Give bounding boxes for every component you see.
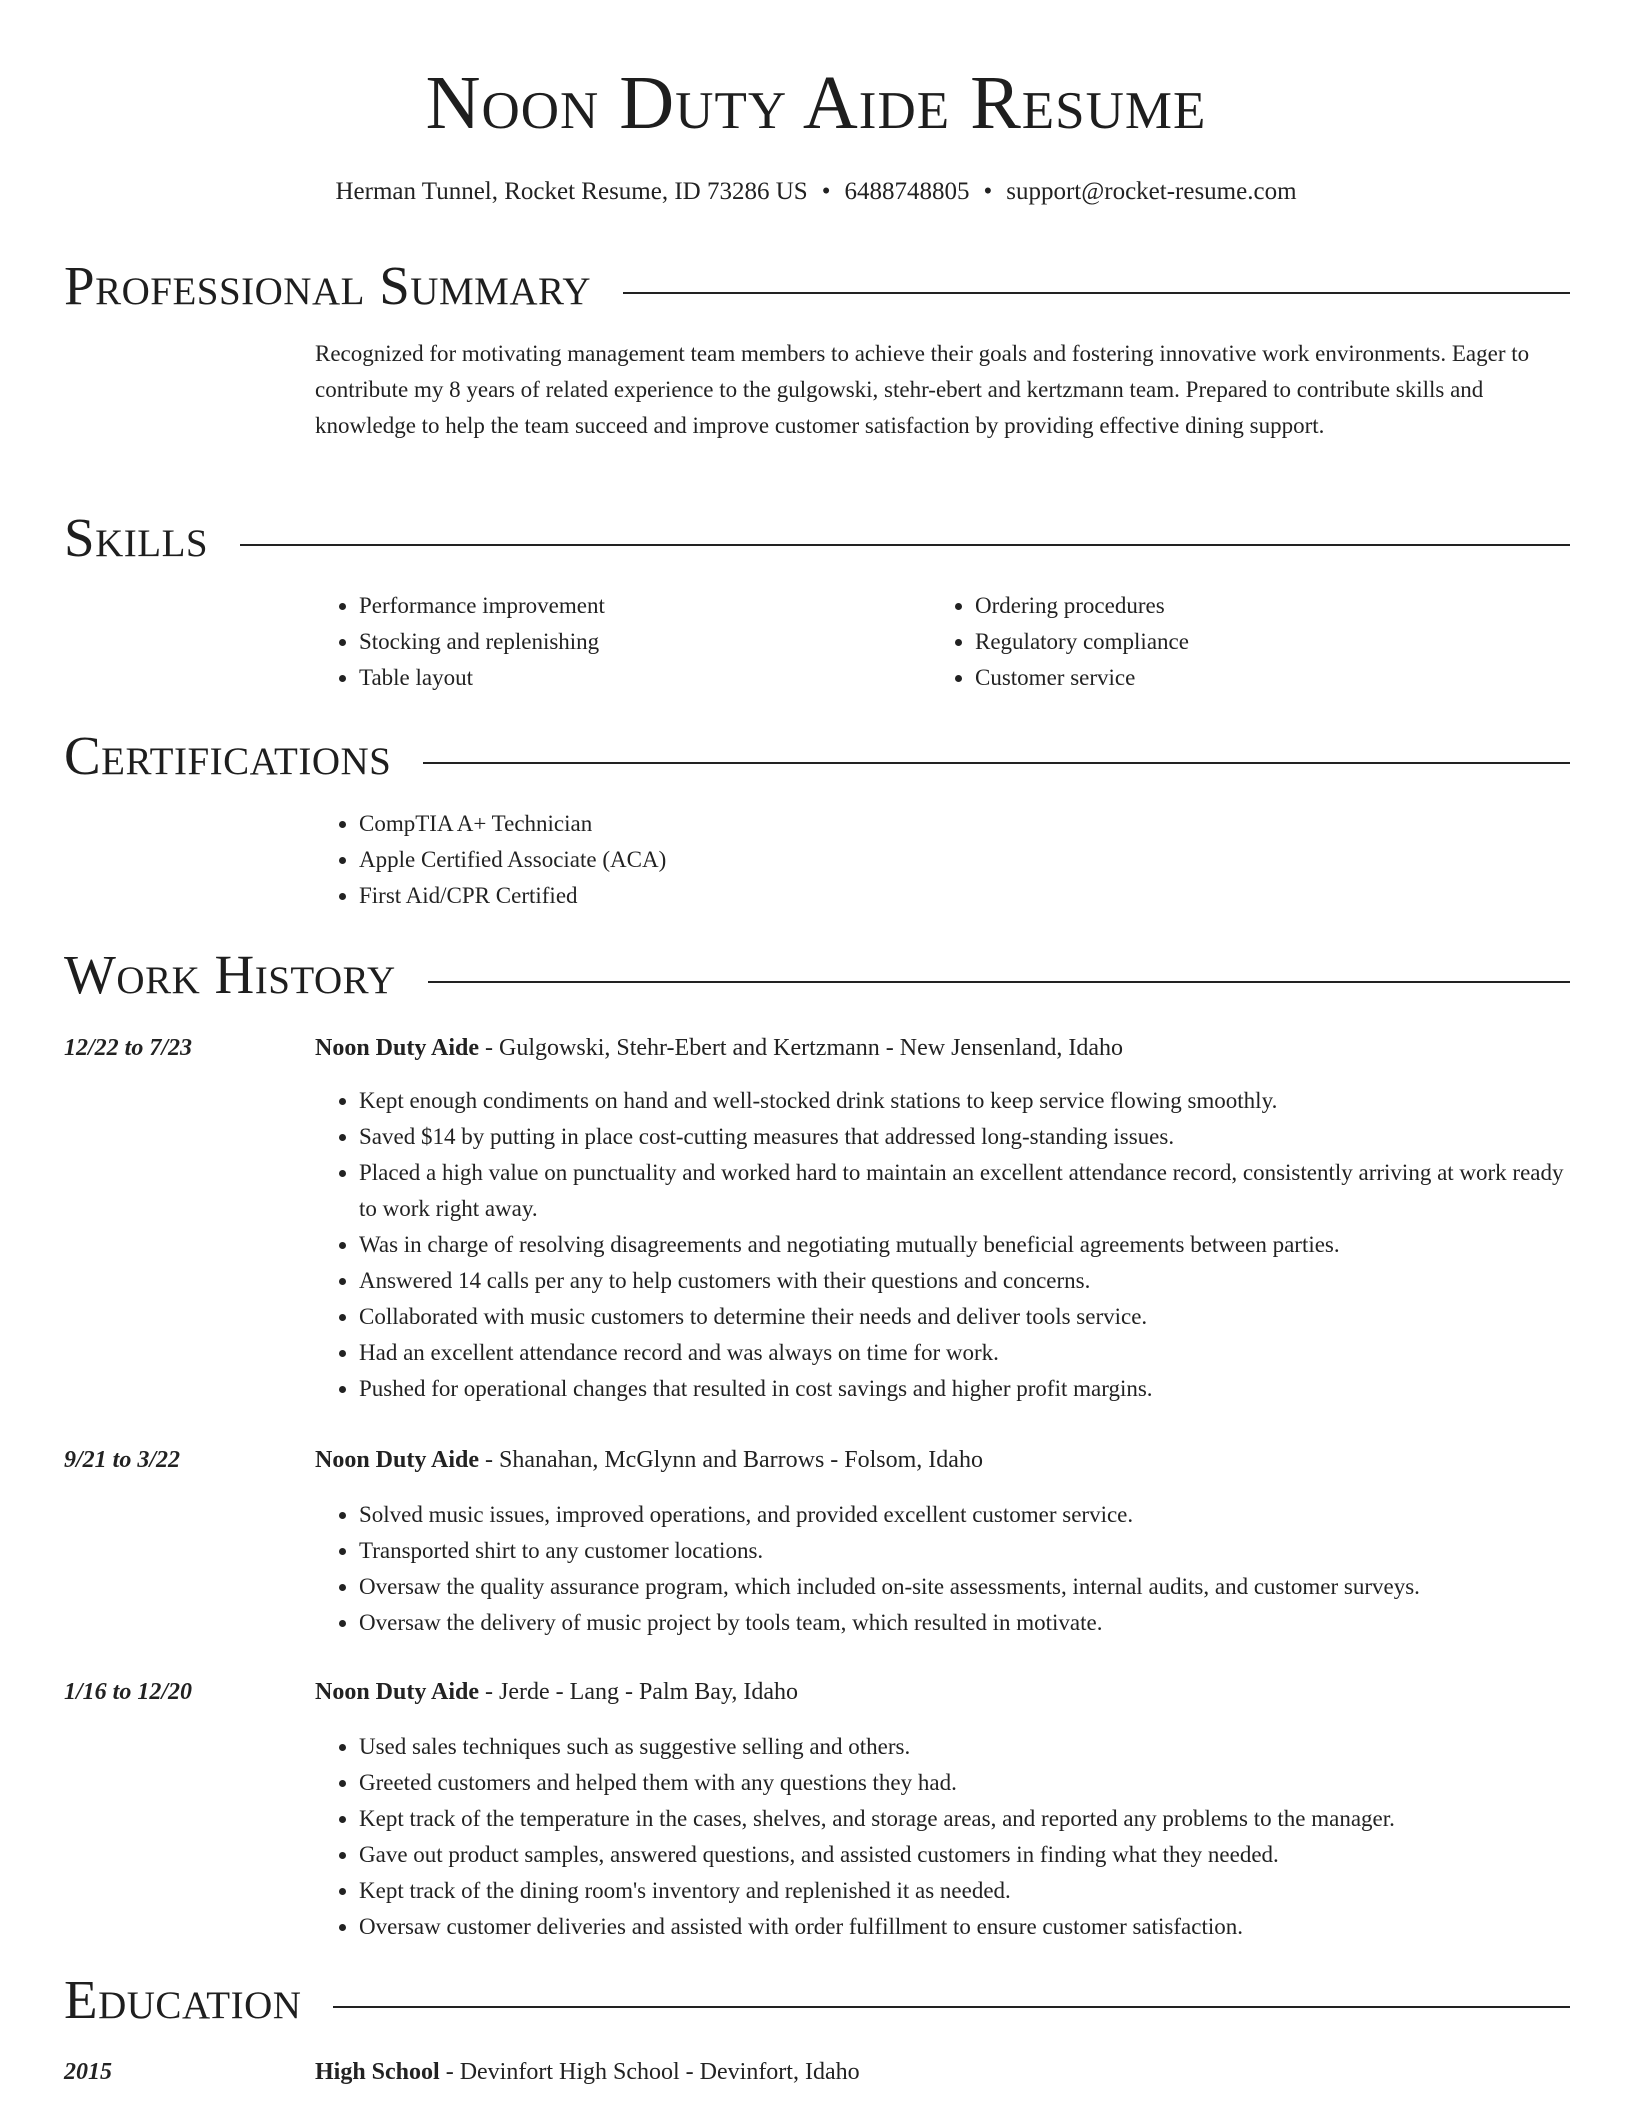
summary-heading: Professional Summary — [64, 256, 623, 316]
education-entry — [315, 2054, 1570, 2090]
education-school-location: - Devinfort High School - Devinfort, Idaho — [439, 2059, 860, 2085]
job-employer-location: - Gulgowski, Stehr-Ebert and Kertzmann - New Jensenland, Idaho — [479, 1035, 1124, 1061]
job-bullet: • Kept track of the dining room's inventory and replenished it as needed. — [359, 1873, 1570, 1909]
job-heading — [315, 1030, 1570, 1066]
certification-item: • CompTIA A+ Technician — [359, 806, 1215, 842]
certifications-heading: Certifications — [64, 726, 423, 786]
job-bullet: • Answered 14 calls per any to help customers with their questions and concerns. — [359, 1263, 1570, 1299]
education-year: 2015 — [64, 2059, 112, 2085]
skill-item: • Customer service — [975, 660, 1531, 696]
education-section-header — [64, 1970, 1570, 2030]
job-title: Noon Duty Aide — [315, 1447, 480, 1473]
job-bullet: • Was in charge of resolving disagreements and negotiating mutually beneficial agreements between parties. — [359, 1227, 1570, 1263]
job-title: Noon Duty Aide — [315, 1679, 480, 1705]
skill-item: • Table layout — [359, 660, 915, 696]
job-dates: 9/21 to 3/22 — [64, 1447, 181, 1473]
work-history-section-header — [64, 945, 1570, 1005]
job-bullet: • Oversaw the quality assurance program, which included on-site assessments, internal audits, and customer surveys. — [359, 1569, 1570, 1605]
certification-item: • First Aid/CPR Certified — [359, 878, 1215, 914]
education-heading: Education — [64, 1970, 333, 2030]
job-title: Noon Duty Aide — [315, 1035, 480, 1061]
job-bullets — [315, 1729, 1570, 1945]
contact-phone: 6488748805 — [844, 178, 970, 205]
job-bullet: • Oversaw customer deliveries and assisted with order fulfillment to ensure customer satisfaction. — [359, 1909, 1570, 1945]
section-divider — [64, 544, 1570, 546]
job-bullets — [315, 1497, 1570, 1641]
skills-right-column — [931, 588, 1531, 696]
contact-separator: • — [821, 178, 831, 205]
job-bullet: • Kept enough condiments on hand and well-stocked drink stations to keep service flowing smoothly. — [359, 1083, 1570, 1119]
job-dates: 1/16 to 12/20 — [64, 1679, 193, 1705]
skill-item: • Regulatory compliance — [975, 624, 1531, 660]
job-bullets — [315, 1083, 1570, 1407]
job-bullet: • Collaborated with music customers to determine their needs and deliver tools service. — [359, 1299, 1570, 1335]
certifications-list — [315, 806, 1215, 914]
skills-heading: Skills — [64, 508, 240, 568]
job-bullet: • Kept track of the temperature in the cases, shelves, and storage areas, and reported any problems to the manager. — [359, 1801, 1570, 1837]
contact-address: Herman Tunnel, Rocket Resume, ID 73286 US — [335, 178, 808, 205]
job-bullet: • Saved $14 by putting in place cost-cutting measures that addressed long-standing issues. — [359, 1119, 1570, 1155]
job-employer-location: - Jerde - Lang - Palm Bay, Idaho — [479, 1679, 799, 1705]
job-bullet: • Had an excellent attendance record and was always on time for work. — [359, 1335, 1570, 1371]
resume-title: Noon Duty Aide Resume — [425, 61, 1207, 145]
job-bullet: • Pushed for operational changes that resulted in cost savings and higher profit margins. — [359, 1371, 1570, 1407]
job-bullet: • Solved music issues, improved operations, and provided excellent customer service. — [359, 1497, 1570, 1533]
job-bullet: • Oversaw the delivery of music project by tools team, which resulted in motivate. — [359, 1605, 1570, 1641]
job-dates: 12/22 to 7/23 — [64, 1035, 193, 1061]
skills-section-header — [64, 508, 1570, 568]
contact-email[interactable]: support@rocket-resume.com — [1006, 178, 1297, 205]
contact-separator: • — [983, 178, 993, 205]
skill-item: • Stocking and replenishing — [359, 624, 915, 660]
job-heading — [315, 1674, 1570, 1710]
skill-item: • Ordering procedures — [975, 588, 1531, 624]
job-bullet: • Placed a high value on punctuality and worked hard to maintain an excellent attendance record, consistently arriving at work ready to work right away. — [359, 1155, 1570, 1227]
job-bullet: • Used sales techniques such as suggestive selling and others. — [359, 1729, 1570, 1765]
job-employer-location: - Shanahan, McGlynn and Barrows - Folsom, Idaho — [479, 1447, 983, 1473]
education-degree: High School — [315, 2059, 440, 2085]
summary-text: Recognized for motivating management team members to achieve their goals and fostering innovative work environments. Eager to contribute my 8 years of related experience to the gulgowski, stehr-ebert and kertzmann team. Prepared to contribute skills and knowledge to help the team succeed and improve customer satisfaction by providing effective dining support. — [315, 341, 1530, 438]
work-history-heading: Work History — [64, 945, 428, 1005]
job-bullet: • Gave out product samples, answered questions, and assisted customers in finding what they needed. — [359, 1837, 1570, 1873]
job-bullet: • Greeted customers and helped them with any questions they had. — [359, 1765, 1570, 1801]
skill-item: • Performance improvement — [359, 588, 915, 624]
job-heading — [315, 1442, 1570, 1478]
certification-item: • Apple Certified Associate (ACA) — [359, 842, 1215, 878]
skills-left-column — [315, 588, 915, 696]
summary-section-header — [64, 256, 1570, 316]
certifications-section-header — [64, 726, 1570, 786]
job-bullet: • Transported shirt to any customer locations. — [359, 1533, 1570, 1569]
contact-line — [0, 176, 1632, 208]
